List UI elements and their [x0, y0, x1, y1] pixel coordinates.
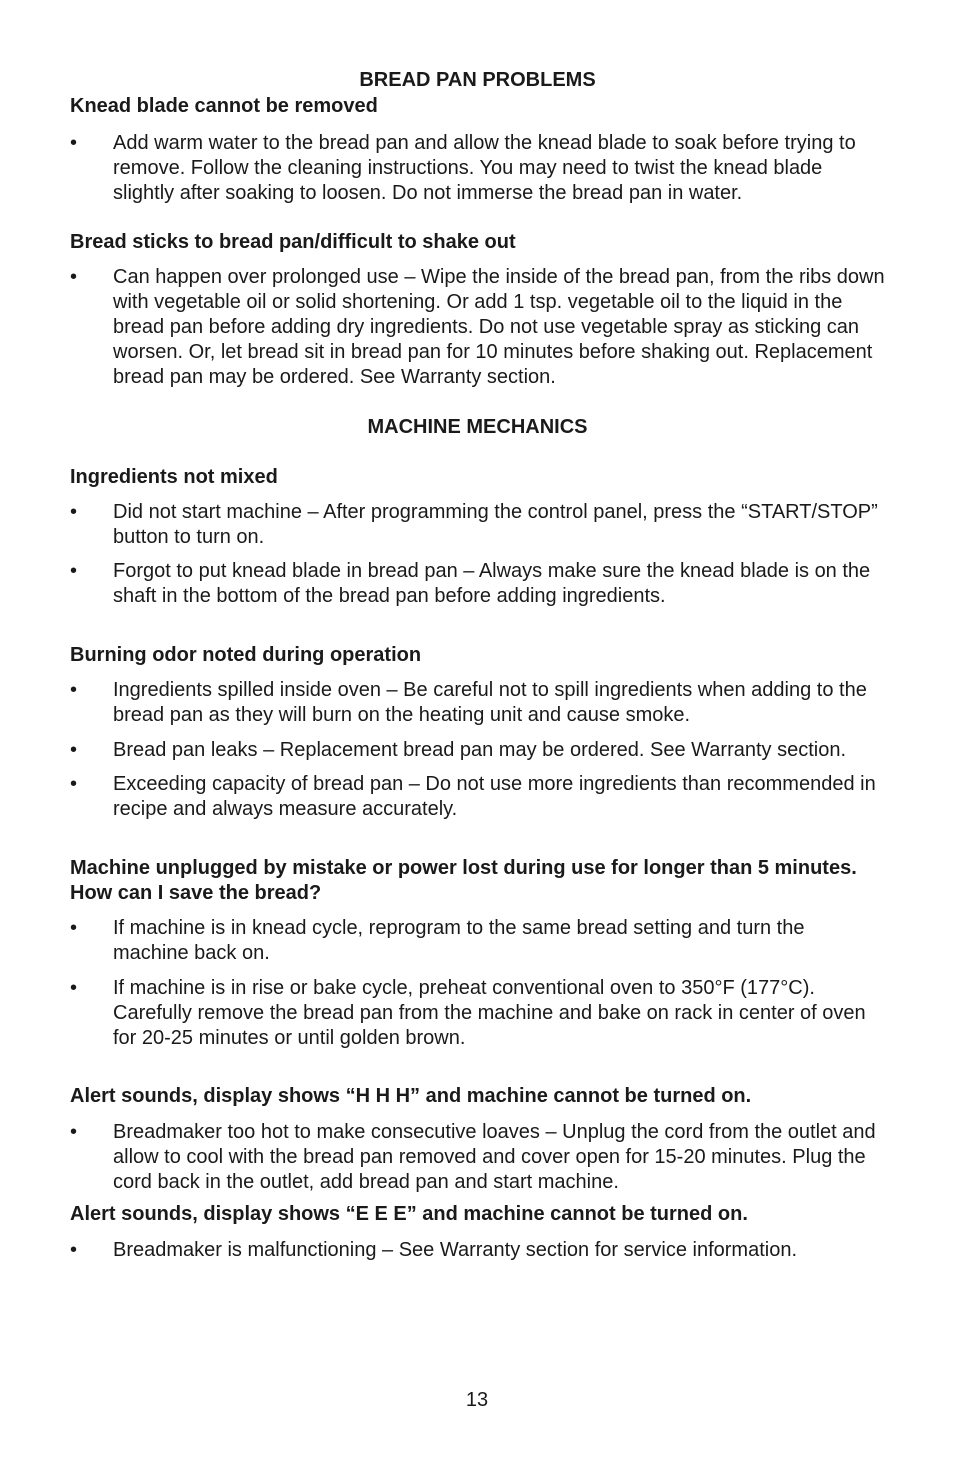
list-item-text: Exceeding capacity of bread pan – Do not use more ingredients than recommended in recipe and always measure accurately. — [113, 773, 876, 820]
topic-heading-knead-blade: Knead blade cannot be removed — [70, 95, 378, 117]
bullet-icon: • — [70, 917, 78, 939]
topic-list-alert-eee — [70, 1238, 885, 1263]
list-item — [70, 976, 885, 1051]
manual-page — [70, 68, 885, 1263]
list-item-text: Ingredients spilled inside oven – Be careful not to spill ingredients when adding to the bread pan as they will burn on the heating unit and cause smoke. — [113, 679, 867, 726]
list-item-text: Forgot to put knead blade in bread pan – Always make sure the knead blade is on the shaft in the bottom of the bread pan before adding ingredients. — [113, 560, 871, 607]
bullet-icon: • — [70, 977, 78, 999]
topic-list-knead-blade — [70, 131, 885, 206]
section-title-machine-mechanics: MACHINE MECHANICS — [367, 416, 588, 438]
section-title-bread-pan-problems: BREAD PAN PROBLEMS — [359, 69, 596, 91]
list-item — [70, 916, 885, 966]
list-item-text: If machine is in knead cycle, reprogram to the same bread setting and turn the machine back on. — [113, 917, 805, 964]
list-item — [70, 265, 885, 390]
bullet-icon: • — [70, 773, 78, 795]
bullet-icon: • — [70, 739, 78, 761]
list-item-text: Can happen over prolonged use – Wipe the inside of the bread pan, from the ribs down with vegetable oil or solid shortening. Or add 1 tsp. vegetable oil to the liquid in the bread pan before adding dry ingredients. Do not use vegetable spray as sticking can worsen. Or, let bread sit in bread pan for 10 minutes before shaking out. Replacement bread pan may be ordered. See Warranty section. — [113, 266, 885, 388]
bullet-icon: • — [70, 501, 78, 523]
topic-heading-bread-sticks: Bread sticks to bread pan/difficult to shake out — [70, 231, 516, 253]
topic-list-burning-odor — [70, 678, 885, 822]
list-item — [70, 559, 885, 609]
list-item-text: Breadmaker is malfunctioning – See Warranty section for service information. — [113, 1239, 797, 1261]
bullet-icon: • — [70, 560, 78, 582]
list-item-text: If machine is in rise or bake cycle, preheat conventional oven to 350°F (177°C). Carefully remove the bread pan from the machine and bake on rack in center of oven for 20-25 minutes or until golden brown. — [113, 977, 866, 1049]
bullet-icon: • — [70, 132, 78, 154]
list-item — [70, 131, 885, 206]
topic-list-bread-sticks — [70, 265, 885, 390]
topic-list-power-lost — [70, 916, 885, 1051]
list-item-text: Add warm water to the bread pan and allow the knead blade to soak before trying to remove. Follow the cleaning instructions. You may need to twist the knead blade slightly after soaking to loosen. Do not immerse the bread pan in water. — [113, 132, 856, 204]
list-item — [70, 772, 885, 822]
topic-heading-power-lost: Machine unplugged by mistake or power lost during use for longer than 5 minutes. How can I save the bread? — [70, 857, 857, 904]
topic-list-ingredients-not-mixed — [70, 500, 885, 609]
bullet-icon: • — [70, 266, 78, 288]
topic-heading-alert-hhh: Alert sounds, display shows “H H H” and machine cannot be turned on. — [70, 1085, 752, 1107]
bullet-icon: • — [70, 1239, 78, 1261]
list-item — [70, 678, 885, 728]
topic-list-alert-hhh — [70, 1120, 885, 1195]
topic-heading-ingredients-not-mixed: Ingredients not mixed — [70, 466, 278, 488]
list-item — [70, 738, 885, 763]
list-item — [70, 500, 885, 550]
bullet-icon: • — [70, 1121, 78, 1143]
list-item — [70, 1238, 885, 1263]
bullet-icon: • — [70, 679, 78, 701]
topic-heading-burning-odor: Burning odor noted during operation — [70, 644, 422, 666]
topic-heading-alert-eee: Alert sounds, display shows “E E E” and machine cannot be turned on. — [70, 1203, 748, 1225]
list-item-text: Breadmaker too hot to make consecutive loaves – Unplug the cord from the outlet and allow to cool with the bread pan removed and cover open for 15-20 minutes. Plug the cord back in the outlet, add bread pan and start machine. — [113, 1121, 876, 1193]
page-number: 13 — [465, 1389, 489, 1411]
list-item-text: Bread pan leaks – Replacement bread pan may be ordered. See Warranty section. — [113, 739, 847, 761]
list-item-text: Did not start machine – After programming the control panel, press the “START/STOP” button to turn on. — [113, 501, 878, 548]
list-item — [70, 1120, 885, 1195]
